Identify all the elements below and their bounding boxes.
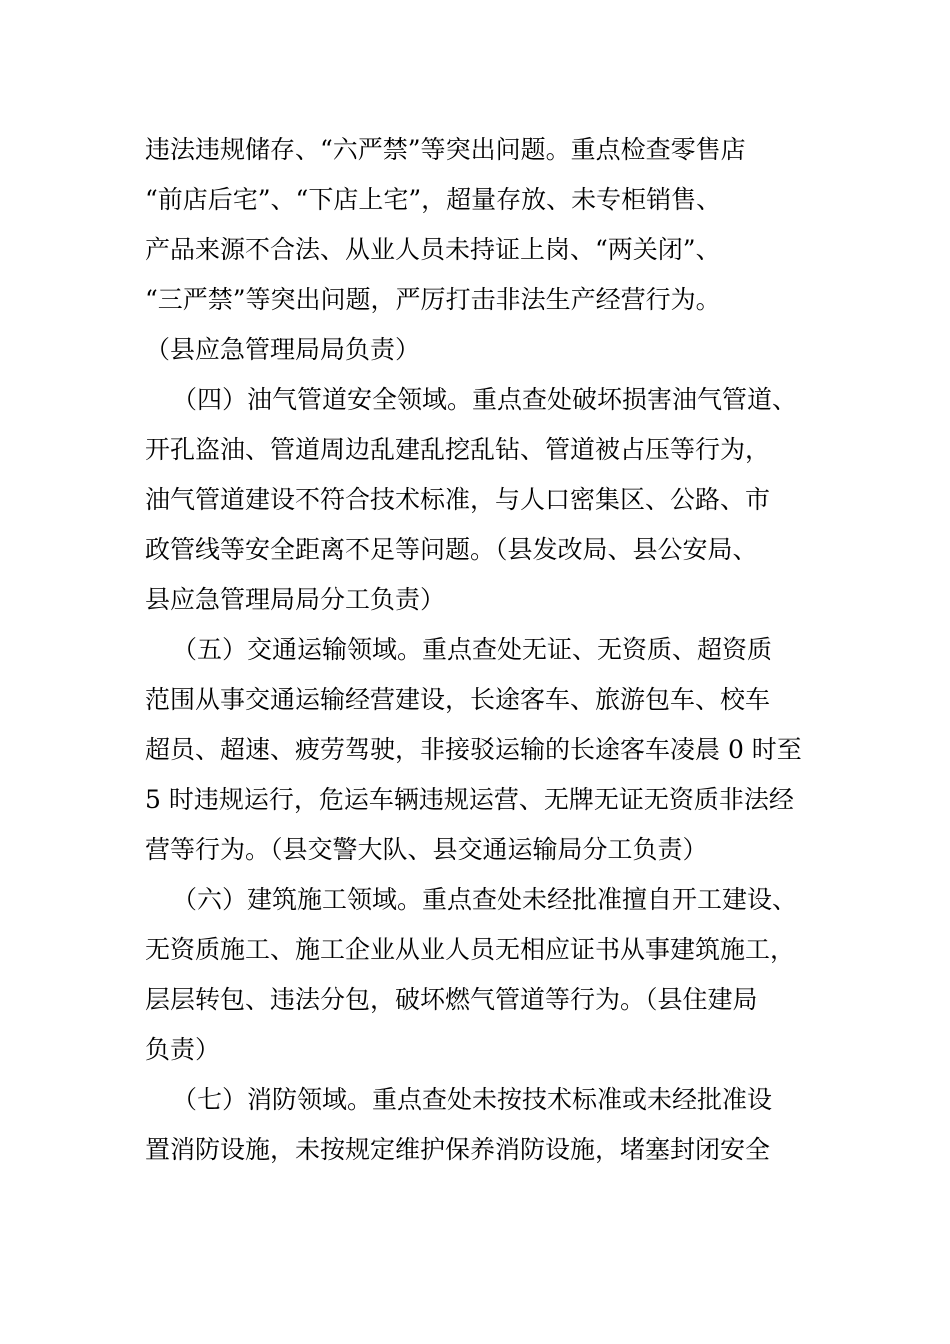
- text-line: 层层转包、违法分包，破坏燃气管道等行为。（县住建局: [145, 985, 758, 1014]
- text-line: “三严禁”等突出问题，严厉打击非法生产经营行为。: [145, 285, 721, 314]
- section-heading-line: （六）建筑施工领域。重点查处未经批准擅自开工建设、: [172, 885, 798, 914]
- text-line: 负责）: [145, 1035, 221, 1064]
- text-line: “前店后宅”、“下店上宅”，超量存放、未专柜销售、: [145, 185, 722, 214]
- text-line: 油气管道建设不符合技术标准，与人口密集区、公路、市: [145, 485, 771, 514]
- text-line: 政管线等安全距离不足等问题。（县发改局、县公安局、: [145, 535, 758, 564]
- text-line: （县应急管理局局负责）: [145, 335, 421, 364]
- text-line: 无资质施工、施工企业从业人员无相应证书从事建筑施工，: [145, 935, 796, 964]
- text-line: 营等行为。（县交警大队、县交通运输局分工负责）: [145, 835, 708, 864]
- text-line: 置消防设施，未按规定维护保养消防设施，堵塞封闭安全: [145, 1135, 771, 1164]
- text-line: 5 时违规运行，危运车辆违规运营、无牌无证无资质非法经: [145, 785, 794, 814]
- text-line: 县应急管理局局分工负责）: [145, 585, 446, 614]
- text-line: 违法违规储存、“六严禁”等突出问题。重点检查零售店: [145, 135, 746, 164]
- section-heading-line: （四）油气管道安全领域。重点查处破坏损害油气管道、: [172, 385, 798, 414]
- text-line: 范围从事交通运输经营建设，长途客车、旅游包车、校车: [145, 685, 771, 714]
- section-heading-line: （七）消防领域。重点查处未按技术标准或未经批准设: [172, 1085, 773, 1114]
- text-line: 超员、超速、疲劳驾驶，非接驳运输的长途客车凌晨 0 时至: [145, 735, 802, 764]
- section-heading-line: （五）交通运输领域。重点查处无证、无资质、超资质: [172, 635, 773, 664]
- text-line: 产品来源不合法、从业人员未持证上岗、“两关闭”、: [145, 235, 721, 264]
- text-line: 开孔盗油、管道周边乱建乱挖乱钻、管道被占压等行为，: [145, 435, 771, 464]
